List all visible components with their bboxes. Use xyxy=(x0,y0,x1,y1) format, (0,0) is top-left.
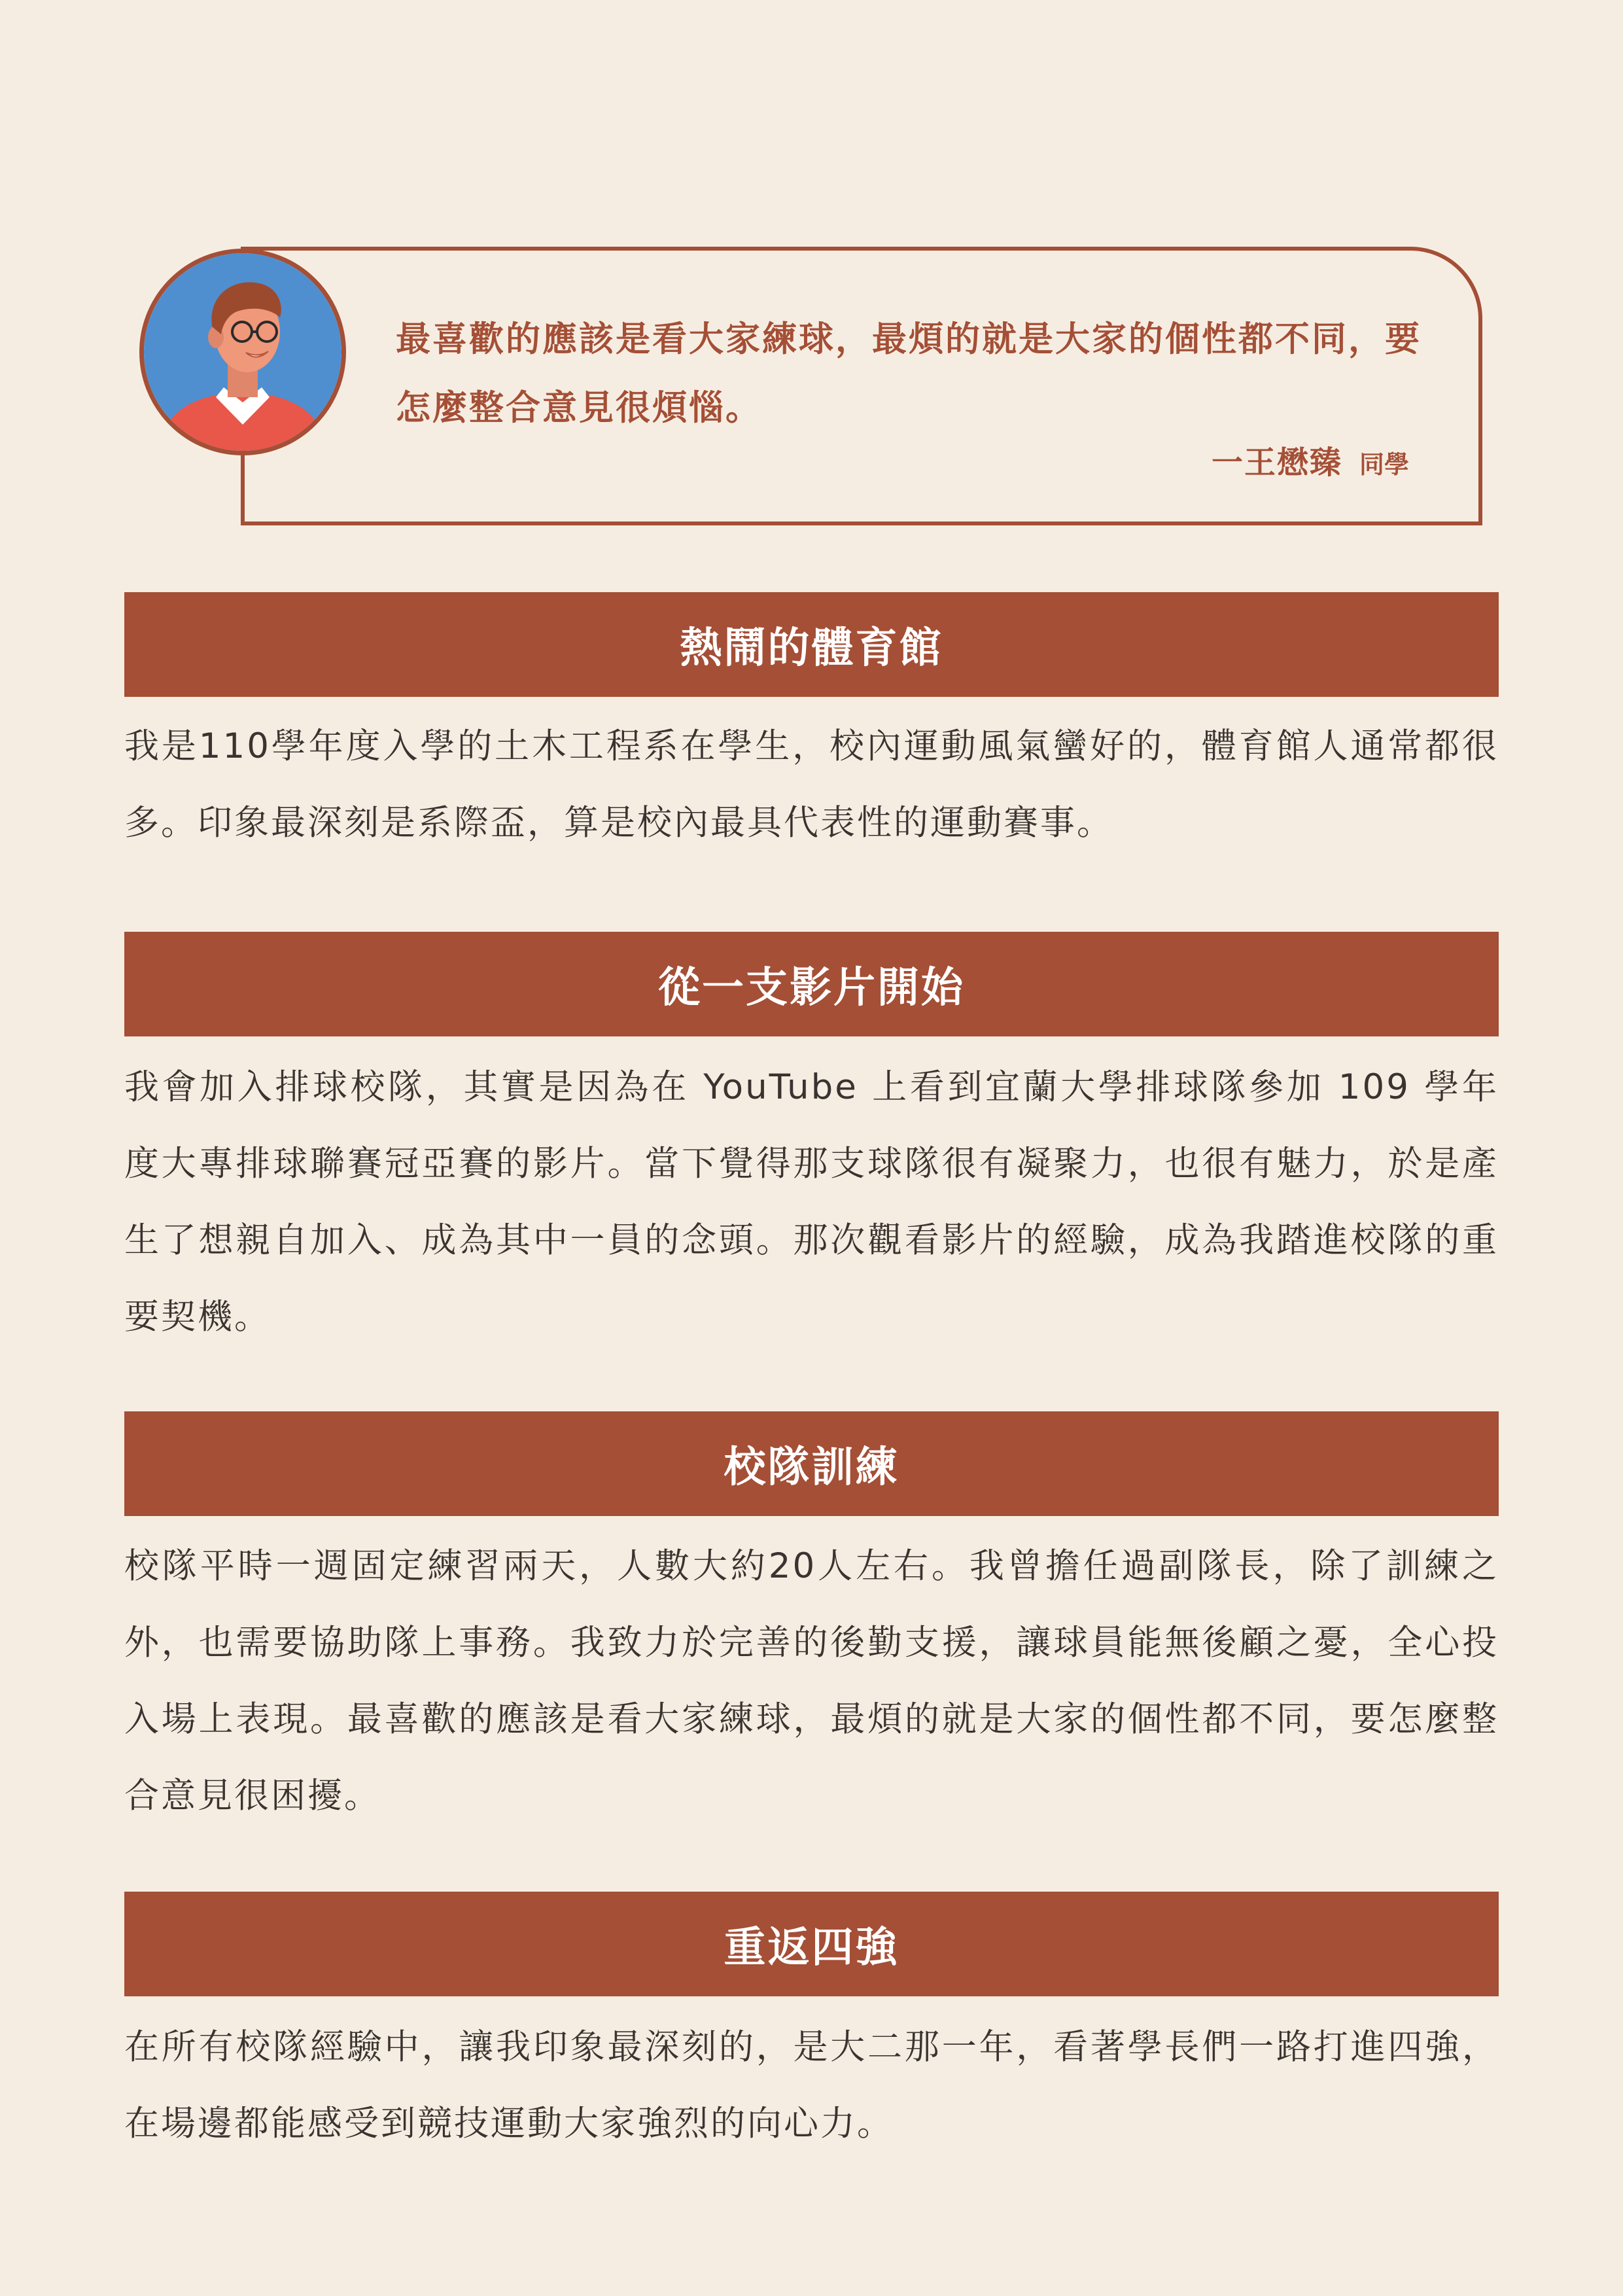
section-body-video: 我會加入排球校隊，其實是因為在 YouTube 上看到宜蘭大學排球隊參加 109 學年度大專排球聯賽冠亞賽的影片。當下覺得那支球隊很有凝聚力，也很有魅力，於是產生了想親自加入、成為其中一員的念頭。那次觀看影片的經驗，成為我踏進校隊的重要契機。 xyxy=(124,1067,1499,1337)
section-body-gym: 我是110學年度入學的土木工程系在學生，校內運動風氣蠻好的，體育館人通常都很多。印象最深刻是系際盃，算是校內最具代表性的運動賽事。 xyxy=(124,726,1499,843)
section-heading-final-four: 重返四強 xyxy=(124,1892,1499,1996)
quote-author-name: 一王懋臻 xyxy=(1211,444,1342,481)
section-heading-gym: 熱鬧的體育館 xyxy=(124,592,1499,697)
student-avatar-icon xyxy=(139,249,346,455)
avatar-illustration xyxy=(144,253,341,451)
section-heading-training: 校隊訓練 xyxy=(124,1411,1499,1516)
quote-text: 最喜歡的應該是看大家練球，最煩的就是大家的個性都不同，要怎麼整合意見很煩惱。 xyxy=(396,319,1422,428)
quote-author xyxy=(1212,437,1409,482)
quote-author-role: 同學 xyxy=(1359,450,1409,479)
section-body-final-four: 在所有校隊經驗中，讓我印象最深刻的，是大二那一年，看著學長們一路打進四強，在場邊都能感受到競技運動大家強烈的向心力。 xyxy=(124,2027,1499,2144)
section-body-training: 校隊平時一週固定練習兩天，人數大約20人左右。我曾擔任過副隊長，除了訓練之外，也需要協助隊上事務。我致力於完善的後勤支援，讓球員能無後顧之憂，全心投入場上表現。最喜歡的應該是看大家練球，最煩的就是大家的個性都不同，要怎麼整合意見很困擾。 xyxy=(124,1546,1499,1816)
section-heading-video: 從一支影片開始 xyxy=(124,932,1499,1036)
